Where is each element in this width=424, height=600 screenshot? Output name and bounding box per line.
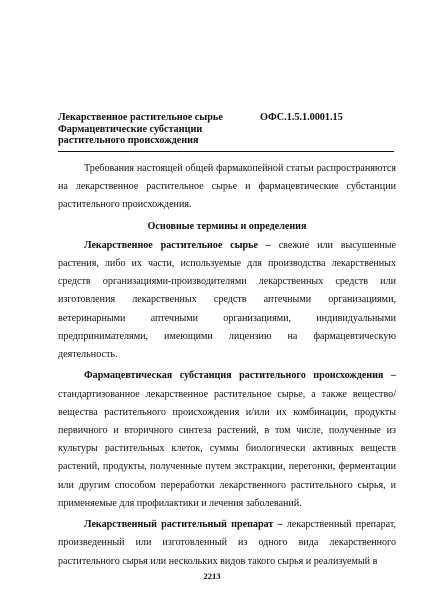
definition-dash: – bbox=[273, 519, 287, 531]
definition-dash: – bbox=[383, 370, 396, 382]
intro-paragraph: Требования настоящей общей фармакопейной статьи распространяются на лекарственное растительное сырье и фармацевтические субстанции растительного происхождения. bbox=[58, 163, 396, 211]
definition-paragraph bbox=[58, 367, 396, 513]
header-divider bbox=[58, 151, 394, 152]
definition-text: лекарственный препарат, произведенный или изготовленный из одного вида лекарственного растительного сырья или нескольких видов такого сырья и реализуемый в bbox=[58, 519, 397, 567]
document-header bbox=[58, 112, 394, 150]
section-heading: Основные термины и определения bbox=[147, 220, 307, 232]
document-body bbox=[58, 160, 396, 571]
definition-paragraph bbox=[58, 516, 396, 571]
definition-term: Лекарственное растительное сырье bbox=[84, 239, 258, 251]
article-title bbox=[58, 112, 248, 147]
article-code: ОФС.1.5.1.0001.15 bbox=[260, 112, 343, 123]
definition-text: свежие или высушенные растения, либо их части, используемые для производства лекарственных средств организациями-производителями лекарственных средств или изготовления лекарственных средств аптечными организациями, ветеринарными аптечными организациями, индивидуальными предпринимателями, имеющими лицензию на фармацевтическую деятельность. bbox=[58, 239, 397, 361]
article-title-line: Фармацевтические субстанции bbox=[58, 123, 203, 135]
definition-paragraph bbox=[58, 237, 396, 364]
definition-term: Фармацевтическая субстанция растительного происхождения bbox=[84, 370, 384, 382]
article-title-line: растительного происхождения bbox=[58, 135, 199, 147]
article-title-line: Лекарственное растительное сырье bbox=[58, 112, 223, 123]
definition-term: Лекарственный растительный препарат bbox=[84, 519, 274, 531]
definition-text: стандартизованное лекарственное растительное сырье, а также вещество/вещества растительного происхождения и/или их комбинации, продукты первичного и вторичного синтеза растений, в том числе, полученные из культуры растительных клеток, суммы биологически активных веществ растений, продукты, полученные путем экстракции, перегонки, ферментации или другим способом переработки лекарственного растительного сырья, и применяемые для профилактики и лечения заболеваний. bbox=[58, 388, 396, 509]
definition-dash: – bbox=[257, 239, 279, 251]
page-number: 2213 bbox=[203, 571, 221, 581]
